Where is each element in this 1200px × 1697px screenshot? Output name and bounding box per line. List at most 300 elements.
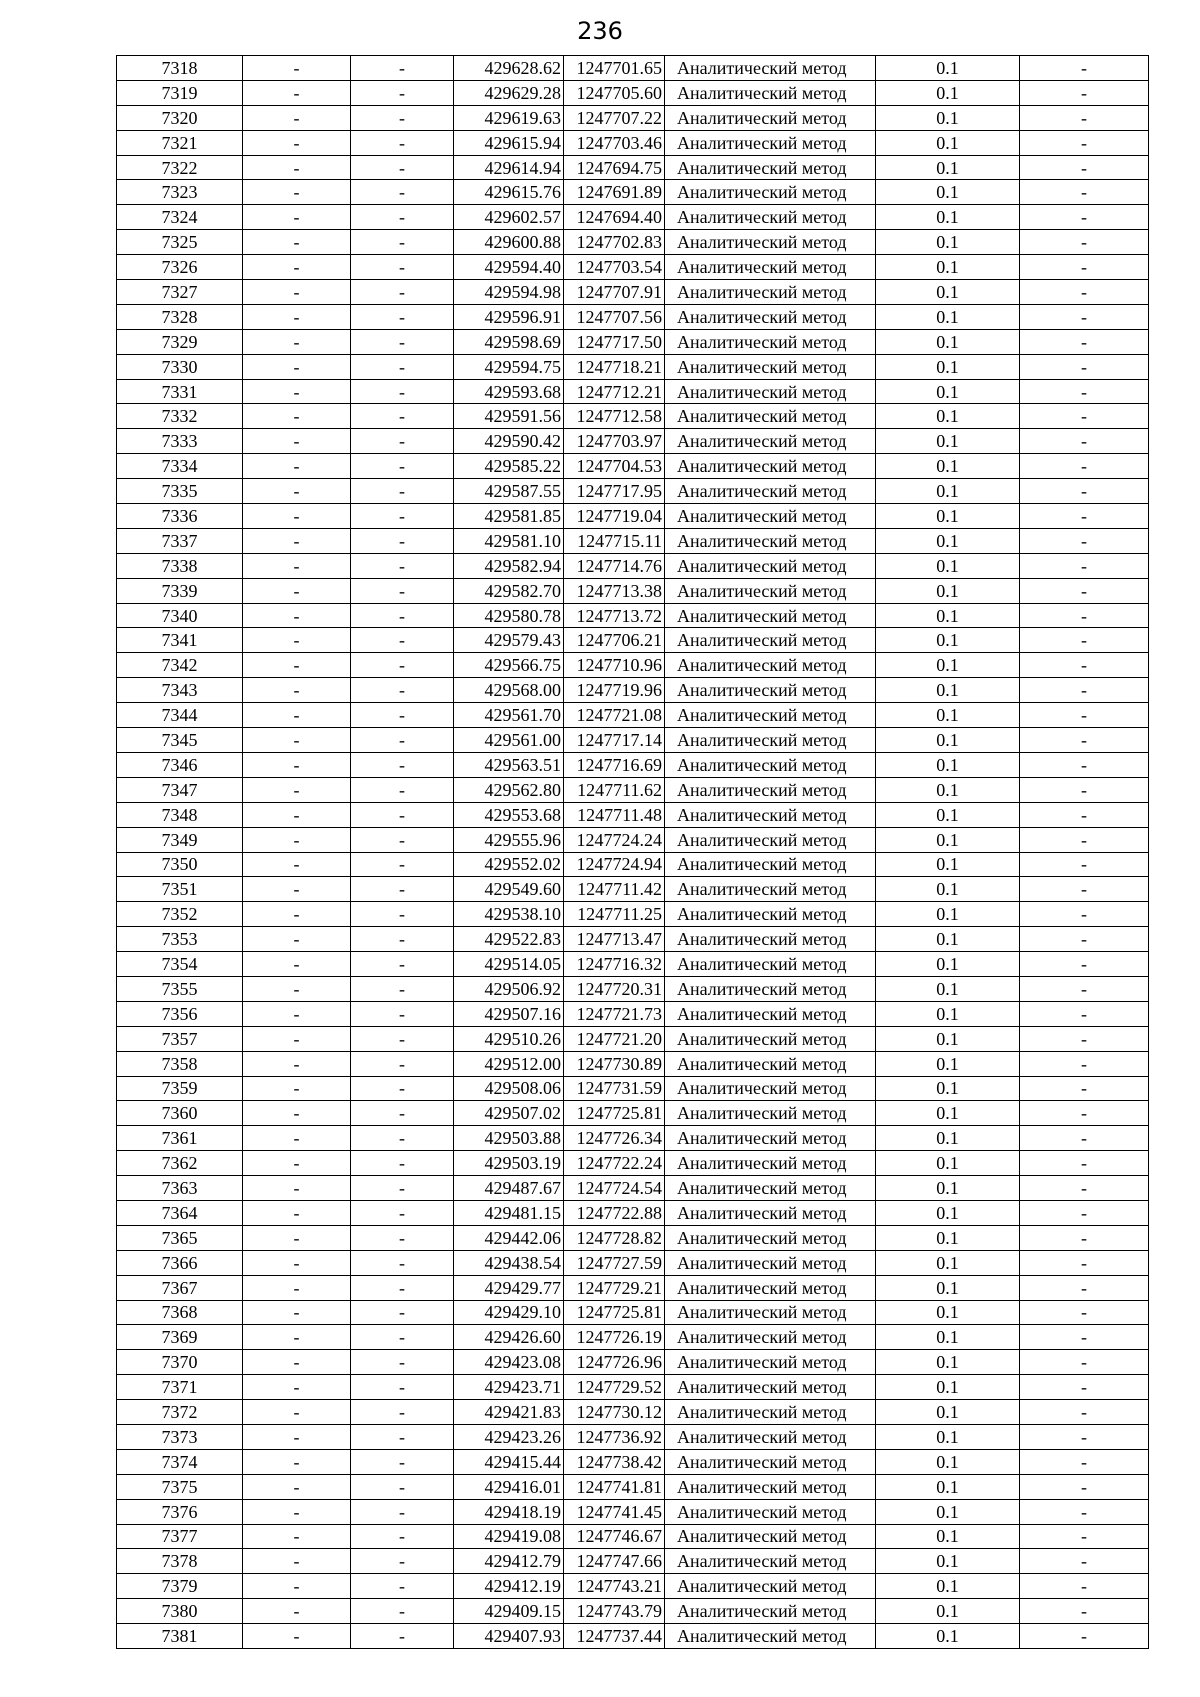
x-coordinate-cell: 429593.68 bbox=[454, 379, 564, 404]
empty-cell-c: - bbox=[1020, 1126, 1149, 1151]
empty-cell-a: - bbox=[243, 927, 351, 952]
empty-cell-b: - bbox=[351, 1151, 454, 1176]
point-number-cell: 7329 bbox=[117, 329, 243, 354]
method-cell: Аналитический метод bbox=[665, 56, 876, 81]
empty-cell-c: - bbox=[1020, 130, 1149, 155]
table-row bbox=[117, 205, 1149, 230]
empty-cell-c: - bbox=[1020, 976, 1149, 1001]
y-coordinate-cell: 1247731.59 bbox=[564, 1076, 665, 1101]
method-cell: Аналитический метод bbox=[665, 802, 876, 827]
x-coordinate-cell: 429598.69 bbox=[454, 329, 564, 354]
x-coordinate-cell: 429481.15 bbox=[454, 1200, 564, 1225]
x-coordinate-cell: 429591.56 bbox=[454, 404, 564, 429]
method-cell: Аналитический метод bbox=[665, 628, 876, 653]
empty-cell-c: - bbox=[1020, 1624, 1149, 1649]
table-row bbox=[117, 504, 1149, 529]
empty-cell-a: - bbox=[243, 1051, 351, 1076]
empty-cell-b: - bbox=[351, 80, 454, 105]
empty-cell-c: - bbox=[1020, 603, 1149, 628]
table-row bbox=[117, 1449, 1149, 1474]
point-number-cell: 7324 bbox=[117, 205, 243, 230]
empty-cell-a: - bbox=[243, 1574, 351, 1599]
y-coordinate-cell: 1247701.65 bbox=[564, 56, 665, 81]
method-cell: Аналитический метод bbox=[665, 1350, 876, 1375]
point-number-cell: 7354 bbox=[117, 952, 243, 977]
point-number-cell: 7333 bbox=[117, 429, 243, 454]
accuracy-cell: 0.1 bbox=[876, 852, 1020, 877]
accuracy-cell: 0.1 bbox=[876, 205, 1020, 230]
empty-cell-b: - bbox=[351, 1474, 454, 1499]
empty-cell-b: - bbox=[351, 603, 454, 628]
x-coordinate-cell: 429442.06 bbox=[454, 1225, 564, 1250]
x-coordinate-cell: 429561.00 bbox=[454, 728, 564, 753]
x-coordinate-cell: 429506.92 bbox=[454, 976, 564, 1001]
y-coordinate-cell: 1247720.31 bbox=[564, 976, 665, 1001]
y-coordinate-cell: 1247691.89 bbox=[564, 180, 665, 205]
point-number-cell: 7351 bbox=[117, 877, 243, 902]
empty-cell-c: - bbox=[1020, 1499, 1149, 1524]
x-coordinate-cell: 429407.93 bbox=[454, 1624, 564, 1649]
point-number-cell: 7375 bbox=[117, 1474, 243, 1499]
point-number-cell: 7355 bbox=[117, 976, 243, 1001]
empty-cell-a: - bbox=[243, 752, 351, 777]
table-row bbox=[117, 653, 1149, 678]
y-coordinate-cell: 1247711.48 bbox=[564, 802, 665, 827]
method-cell: Аналитический метод bbox=[665, 1449, 876, 1474]
method-cell: Аналитический метод bbox=[665, 553, 876, 578]
table-row bbox=[117, 628, 1149, 653]
empty-cell-a: - bbox=[243, 1300, 351, 1325]
method-cell: Аналитический метод bbox=[665, 230, 876, 255]
empty-cell-b: - bbox=[351, 578, 454, 603]
table-row bbox=[117, 927, 1149, 952]
accuracy-cell: 0.1 bbox=[876, 1325, 1020, 1350]
x-coordinate-cell: 429561.70 bbox=[454, 703, 564, 728]
method-cell: Аналитический метод bbox=[665, 728, 876, 753]
table-row bbox=[117, 1275, 1149, 1300]
table-row bbox=[117, 827, 1149, 852]
accuracy-cell: 0.1 bbox=[876, 877, 1020, 902]
empty-cell-b: - bbox=[351, 1101, 454, 1126]
method-cell: Аналитический метод bbox=[665, 827, 876, 852]
empty-cell-c: - bbox=[1020, 230, 1149, 255]
empty-cell-c: - bbox=[1020, 777, 1149, 802]
point-number-cell: 7352 bbox=[117, 902, 243, 927]
table-row bbox=[117, 454, 1149, 479]
point-number-cell: 7363 bbox=[117, 1176, 243, 1201]
empty-cell-c: - bbox=[1020, 1225, 1149, 1250]
accuracy-cell: 0.1 bbox=[876, 1051, 1020, 1076]
empty-cell-c: - bbox=[1020, 927, 1149, 952]
table-row bbox=[117, 379, 1149, 404]
empty-cell-c: - bbox=[1020, 678, 1149, 703]
y-coordinate-cell: 1247711.42 bbox=[564, 877, 665, 902]
y-coordinate-cell: 1247724.54 bbox=[564, 1176, 665, 1201]
x-coordinate-cell: 429628.62 bbox=[454, 56, 564, 81]
y-coordinate-cell: 1247712.58 bbox=[564, 404, 665, 429]
page-number: 236 bbox=[577, 17, 623, 45]
point-number-cell: 7378 bbox=[117, 1549, 243, 1574]
method-cell: Аналитический метод bbox=[665, 1026, 876, 1051]
empty-cell-a: - bbox=[243, 1250, 351, 1275]
empty-cell-c: - bbox=[1020, 902, 1149, 927]
accuracy-cell: 0.1 bbox=[876, 1275, 1020, 1300]
empty-cell-b: - bbox=[351, 1126, 454, 1151]
y-coordinate-cell: 1247725.81 bbox=[564, 1300, 665, 1325]
empty-cell-c: - bbox=[1020, 1026, 1149, 1051]
empty-cell-b: - bbox=[351, 56, 454, 81]
y-coordinate-cell: 1247707.56 bbox=[564, 304, 665, 329]
table-row bbox=[117, 703, 1149, 728]
empty-cell-b: - bbox=[351, 1001, 454, 1026]
y-coordinate-cell: 1247738.42 bbox=[564, 1449, 665, 1474]
y-coordinate-cell: 1247730.12 bbox=[564, 1400, 665, 1425]
empty-cell-c: - bbox=[1020, 80, 1149, 105]
point-number-cell: 7374 bbox=[117, 1449, 243, 1474]
x-coordinate-cell: 429594.98 bbox=[454, 280, 564, 305]
point-number-cell: 7330 bbox=[117, 354, 243, 379]
point-number-cell: 7318 bbox=[117, 56, 243, 81]
empty-cell-a: - bbox=[243, 1624, 351, 1649]
empty-cell-b: - bbox=[351, 528, 454, 553]
empty-cell-a: - bbox=[243, 553, 351, 578]
empty-cell-a: - bbox=[243, 628, 351, 653]
accuracy-cell: 0.1 bbox=[876, 728, 1020, 753]
empty-cell-a: - bbox=[243, 1350, 351, 1375]
point-number-cell: 7356 bbox=[117, 1001, 243, 1026]
empty-cell-a: - bbox=[243, 653, 351, 678]
method-cell: Аналитический метод bbox=[665, 578, 876, 603]
empty-cell-a: - bbox=[243, 1200, 351, 1225]
empty-cell-c: - bbox=[1020, 628, 1149, 653]
y-coordinate-cell: 1247719.96 bbox=[564, 678, 665, 703]
table-row bbox=[117, 255, 1149, 280]
accuracy-cell: 0.1 bbox=[876, 777, 1020, 802]
method-cell: Аналитический метод bbox=[665, 1151, 876, 1176]
x-coordinate-cell: 429615.94 bbox=[454, 130, 564, 155]
table-row bbox=[117, 1524, 1149, 1549]
empty-cell-b: - bbox=[351, 703, 454, 728]
x-coordinate-cell: 429615.76 bbox=[454, 180, 564, 205]
accuracy-cell: 0.1 bbox=[876, 902, 1020, 927]
accuracy-cell: 0.1 bbox=[876, 1424, 1020, 1449]
x-coordinate-cell: 429562.80 bbox=[454, 777, 564, 802]
empty-cell-b: - bbox=[351, 553, 454, 578]
empty-cell-c: - bbox=[1020, 653, 1149, 678]
point-number-cell: 7368 bbox=[117, 1300, 243, 1325]
y-coordinate-cell: 1247707.91 bbox=[564, 280, 665, 305]
empty-cell-b: - bbox=[351, 255, 454, 280]
empty-cell-b: - bbox=[351, 230, 454, 255]
y-coordinate-cell: 1247721.20 bbox=[564, 1026, 665, 1051]
accuracy-cell: 0.1 bbox=[876, 404, 1020, 429]
point-number-cell: 7332 bbox=[117, 404, 243, 429]
empty-cell-c: - bbox=[1020, 105, 1149, 130]
method-cell: Аналитический метод bbox=[665, 1499, 876, 1524]
table-row bbox=[117, 1300, 1149, 1325]
x-coordinate-cell: 429549.60 bbox=[454, 877, 564, 902]
point-number-cell: 7340 bbox=[117, 603, 243, 628]
table-row bbox=[117, 1101, 1149, 1126]
empty-cell-a: - bbox=[243, 603, 351, 628]
accuracy-cell: 0.1 bbox=[876, 1624, 1020, 1649]
empty-cell-a: - bbox=[243, 56, 351, 81]
accuracy-cell: 0.1 bbox=[876, 1126, 1020, 1151]
empty-cell-c: - bbox=[1020, 1076, 1149, 1101]
point-number-cell: 7327 bbox=[117, 280, 243, 305]
point-number-cell: 7347 bbox=[117, 777, 243, 802]
y-coordinate-cell: 1247712.21 bbox=[564, 379, 665, 404]
empty-cell-c: - bbox=[1020, 1200, 1149, 1225]
accuracy-cell: 0.1 bbox=[876, 1250, 1020, 1275]
empty-cell-b: - bbox=[351, 752, 454, 777]
method-cell: Аналитический метод bbox=[665, 454, 876, 479]
empty-cell-a: - bbox=[243, 230, 351, 255]
empty-cell-a: - bbox=[243, 1499, 351, 1524]
table-row bbox=[117, 1176, 1149, 1201]
empty-cell-a: - bbox=[243, 429, 351, 454]
y-coordinate-cell: 1247710.96 bbox=[564, 653, 665, 678]
method-cell: Аналитический метод bbox=[665, 504, 876, 529]
x-coordinate-cell: 429503.88 bbox=[454, 1126, 564, 1151]
y-coordinate-cell: 1247726.34 bbox=[564, 1126, 665, 1151]
empty-cell-a: - bbox=[243, 1126, 351, 1151]
x-coordinate-cell: 429581.85 bbox=[454, 504, 564, 529]
point-number-cell: 7357 bbox=[117, 1026, 243, 1051]
accuracy-cell: 0.1 bbox=[876, 155, 1020, 180]
empty-cell-b: - bbox=[351, 354, 454, 379]
method-cell: Аналитический метод bbox=[665, 1250, 876, 1275]
x-coordinate-cell: 429421.83 bbox=[454, 1400, 564, 1425]
table-row bbox=[117, 1250, 1149, 1275]
accuracy-cell: 0.1 bbox=[876, 80, 1020, 105]
empty-cell-a: - bbox=[243, 1101, 351, 1126]
table-body bbox=[117, 56, 1149, 1649]
method-cell: Аналитический метод bbox=[665, 927, 876, 952]
x-coordinate-cell: 429412.19 bbox=[454, 1574, 564, 1599]
y-coordinate-cell: 1247705.60 bbox=[564, 80, 665, 105]
point-number-cell: 7373 bbox=[117, 1424, 243, 1449]
empty-cell-c: - bbox=[1020, 1051, 1149, 1076]
table-row bbox=[117, 1574, 1149, 1599]
table-row bbox=[117, 404, 1149, 429]
empty-cell-c: - bbox=[1020, 1250, 1149, 1275]
method-cell: Аналитический метод bbox=[665, 1424, 876, 1449]
method-cell: Аналитический метод bbox=[665, 1624, 876, 1649]
accuracy-cell: 0.1 bbox=[876, 1001, 1020, 1026]
point-number-cell: 7362 bbox=[117, 1151, 243, 1176]
empty-cell-a: - bbox=[243, 255, 351, 280]
accuracy-cell: 0.1 bbox=[876, 927, 1020, 952]
empty-cell-c: - bbox=[1020, 504, 1149, 529]
empty-cell-a: - bbox=[243, 1325, 351, 1350]
empty-cell-a: - bbox=[243, 802, 351, 827]
method-cell: Аналитический метод bbox=[665, 1225, 876, 1250]
method-cell: Аналитический метод bbox=[665, 1474, 876, 1499]
method-cell: Аналитический метод bbox=[665, 653, 876, 678]
empty-cell-c: - bbox=[1020, 728, 1149, 753]
method-cell: Аналитический метод bbox=[665, 429, 876, 454]
y-coordinate-cell: 1247711.25 bbox=[564, 902, 665, 927]
empty-cell-b: - bbox=[351, 329, 454, 354]
x-coordinate-cell: 429581.10 bbox=[454, 528, 564, 553]
method-cell: Аналитический метод bbox=[665, 1051, 876, 1076]
table-row bbox=[117, 752, 1149, 777]
y-coordinate-cell: 1247721.73 bbox=[564, 1001, 665, 1026]
x-coordinate-cell: 429629.28 bbox=[454, 80, 564, 105]
point-number-cell: 7336 bbox=[117, 504, 243, 529]
empty-cell-c: - bbox=[1020, 1474, 1149, 1499]
empty-cell-b: - bbox=[351, 155, 454, 180]
accuracy-cell: 0.1 bbox=[876, 479, 1020, 504]
empty-cell-c: - bbox=[1020, 1400, 1149, 1425]
method-cell: Аналитический метод bbox=[665, 852, 876, 877]
empty-cell-c: - bbox=[1020, 1524, 1149, 1549]
method-cell: Аналитический метод bbox=[665, 255, 876, 280]
accuracy-cell: 0.1 bbox=[876, 1599, 1020, 1624]
empty-cell-a: - bbox=[243, 280, 351, 305]
empty-cell-c: - bbox=[1020, 553, 1149, 578]
x-coordinate-cell: 429423.26 bbox=[454, 1424, 564, 1449]
x-coordinate-cell: 429614.94 bbox=[454, 155, 564, 180]
y-coordinate-cell: 1247721.08 bbox=[564, 703, 665, 728]
accuracy-cell: 0.1 bbox=[876, 1375, 1020, 1400]
y-coordinate-cell: 1247726.96 bbox=[564, 1350, 665, 1375]
y-coordinate-cell: 1247717.14 bbox=[564, 728, 665, 753]
empty-cell-a: - bbox=[243, 1474, 351, 1499]
accuracy-cell: 0.1 bbox=[876, 703, 1020, 728]
y-coordinate-cell: 1247694.75 bbox=[564, 155, 665, 180]
y-coordinate-cell: 1247716.69 bbox=[564, 752, 665, 777]
table-row bbox=[117, 1225, 1149, 1250]
empty-cell-a: - bbox=[243, 1400, 351, 1425]
point-number-cell: 7320 bbox=[117, 105, 243, 130]
method-cell: Аналитический метод bbox=[665, 752, 876, 777]
y-coordinate-cell: 1247741.45 bbox=[564, 1499, 665, 1524]
accuracy-cell: 0.1 bbox=[876, 752, 1020, 777]
table-row bbox=[117, 280, 1149, 305]
empty-cell-a: - bbox=[243, 777, 351, 802]
empty-cell-b: - bbox=[351, 1524, 454, 1549]
empty-cell-a: - bbox=[243, 678, 351, 703]
accuracy-cell: 0.1 bbox=[876, 653, 1020, 678]
method-cell: Аналитический метод bbox=[665, 1549, 876, 1574]
empty-cell-a: - bbox=[243, 1524, 351, 1549]
point-number-cell: 7379 bbox=[117, 1574, 243, 1599]
point-number-cell: 7372 bbox=[117, 1400, 243, 1425]
table-row bbox=[117, 777, 1149, 802]
point-number-cell: 7346 bbox=[117, 752, 243, 777]
y-coordinate-cell: 1247717.50 bbox=[564, 329, 665, 354]
table-row bbox=[117, 1126, 1149, 1151]
point-number-cell: 7321 bbox=[117, 130, 243, 155]
method-cell: Аналитический метод bbox=[665, 329, 876, 354]
empty-cell-b: - bbox=[351, 1624, 454, 1649]
accuracy-cell: 0.1 bbox=[876, 429, 1020, 454]
point-number-cell: 7339 bbox=[117, 578, 243, 603]
empty-cell-a: - bbox=[243, 1001, 351, 1026]
x-coordinate-cell: 429418.19 bbox=[454, 1499, 564, 1524]
accuracy-cell: 0.1 bbox=[876, 504, 1020, 529]
y-coordinate-cell: 1247713.47 bbox=[564, 927, 665, 952]
accuracy-cell: 0.1 bbox=[876, 1574, 1020, 1599]
table-row bbox=[117, 678, 1149, 703]
empty-cell-b: - bbox=[351, 976, 454, 1001]
y-coordinate-cell: 1247703.54 bbox=[564, 255, 665, 280]
point-number-cell: 7325 bbox=[117, 230, 243, 255]
table-row bbox=[117, 603, 1149, 628]
x-coordinate-cell: 429594.75 bbox=[454, 354, 564, 379]
empty-cell-a: - bbox=[243, 1449, 351, 1474]
empty-cell-b: - bbox=[351, 130, 454, 155]
point-number-cell: 7365 bbox=[117, 1225, 243, 1250]
empty-cell-a: - bbox=[243, 205, 351, 230]
empty-cell-b: - bbox=[351, 454, 454, 479]
method-cell: Аналитический метод bbox=[665, 1275, 876, 1300]
point-number-cell: 7371 bbox=[117, 1375, 243, 1400]
empty-cell-b: - bbox=[351, 1076, 454, 1101]
empty-cell-b: - bbox=[351, 1400, 454, 1425]
empty-cell-a: - bbox=[243, 952, 351, 977]
empty-cell-c: - bbox=[1020, 354, 1149, 379]
point-number-cell: 7358 bbox=[117, 1051, 243, 1076]
empty-cell-a: - bbox=[243, 379, 351, 404]
x-coordinate-cell: 429429.77 bbox=[454, 1275, 564, 1300]
table-row bbox=[117, 130, 1149, 155]
method-cell: Аналитический метод bbox=[665, 902, 876, 927]
empty-cell-c: - bbox=[1020, 155, 1149, 180]
empty-cell-a: - bbox=[243, 1549, 351, 1574]
method-cell: Аналитический метод bbox=[665, 1524, 876, 1549]
point-number-cell: 7335 bbox=[117, 479, 243, 504]
table-row bbox=[117, 728, 1149, 753]
method-cell: Аналитический метод bbox=[665, 479, 876, 504]
empty-cell-b: - bbox=[351, 827, 454, 852]
method-cell: Аналитический метод bbox=[665, 304, 876, 329]
empty-cell-c: - bbox=[1020, 205, 1149, 230]
x-coordinate-cell: 429552.02 bbox=[454, 852, 564, 877]
empty-cell-b: - bbox=[351, 1499, 454, 1524]
empty-cell-c: - bbox=[1020, 1325, 1149, 1350]
x-coordinate-cell: 429512.00 bbox=[454, 1051, 564, 1076]
point-number-cell: 7364 bbox=[117, 1200, 243, 1225]
empty-cell-c: - bbox=[1020, 1549, 1149, 1574]
y-coordinate-cell: 1247724.94 bbox=[564, 852, 665, 877]
table-row bbox=[117, 1200, 1149, 1225]
method-cell: Аналитический метод bbox=[665, 1076, 876, 1101]
x-coordinate-cell: 429419.08 bbox=[454, 1524, 564, 1549]
x-coordinate-cell: 429587.55 bbox=[454, 479, 564, 504]
method-cell: Аналитический метод bbox=[665, 1300, 876, 1325]
empty-cell-a: - bbox=[243, 877, 351, 902]
method-cell: Аналитический метод bbox=[665, 180, 876, 205]
accuracy-cell: 0.1 bbox=[876, 1076, 1020, 1101]
empty-cell-c: - bbox=[1020, 1375, 1149, 1400]
point-number-cell: 7366 bbox=[117, 1250, 243, 1275]
x-coordinate-cell: 429514.05 bbox=[454, 952, 564, 977]
empty-cell-c: - bbox=[1020, 1424, 1149, 1449]
x-coordinate-cell: 429600.88 bbox=[454, 230, 564, 255]
empty-cell-c: - bbox=[1020, 578, 1149, 603]
accuracy-cell: 0.1 bbox=[876, 130, 1020, 155]
accuracy-cell: 0.1 bbox=[876, 105, 1020, 130]
empty-cell-c: - bbox=[1020, 1300, 1149, 1325]
empty-cell-b: - bbox=[351, 877, 454, 902]
accuracy-cell: 0.1 bbox=[876, 578, 1020, 603]
accuracy-cell: 0.1 bbox=[876, 976, 1020, 1001]
point-number-cell: 7345 bbox=[117, 728, 243, 753]
method-cell: Аналитический метод bbox=[665, 379, 876, 404]
